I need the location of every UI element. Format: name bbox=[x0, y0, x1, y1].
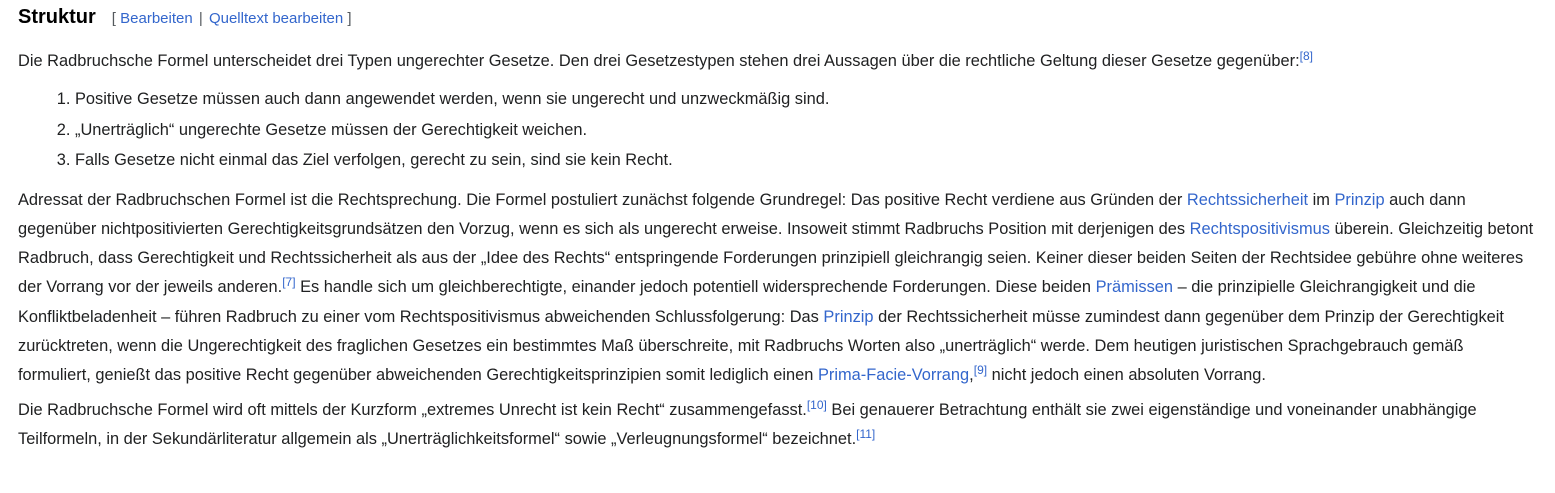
link-praemissen[interactable]: Prämissen bbox=[1095, 278, 1174, 297]
edit-source-link[interactable]: Quelltext bearbeiten bbox=[208, 10, 344, 27]
reference-9[interactable]: [9] bbox=[973, 363, 988, 378]
link-prinzip[interactable]: Prinzip bbox=[1334, 190, 1385, 209]
link-prinzip-2[interactable]: Prinzip bbox=[823, 307, 874, 326]
section-heading bbox=[18, 0, 1537, 36]
list-item: 3. Falls Gesetze nicht einmal das Ziel verfolgen, gerecht zu sein, sind sie kein Recht. bbox=[75, 145, 1537, 176]
section-title: Struktur bbox=[18, 6, 96, 28]
reference-7[interactable]: [7] bbox=[282, 275, 296, 290]
link-rechtspositivismus[interactable]: Rechtspositivismus bbox=[1189, 219, 1330, 238]
reference-8[interactable]: [8] bbox=[1299, 49, 1313, 63]
paragraph-intro: Die Radbruchsche Formel unterscheidet drei Typen ungerechter Gesetze. Den drei Gesetzestypen stehen drei Aussagen über die rechtliche Geltung dieser Gesetze gegenüber:[8] bbox=[18, 49, 1313, 70]
paragraph-summary: Die Radbruchsche Formel wird oft mittels der Kurzform „extremes Unrecht ist kein Recht“ zusammengefasst.[10] Bei genauerer Betrachtung enthält sie zwei eigenständige und voneinander unabhängige Teilformeln, in der Sekundärliteratur allgemein als „Unerträglichkeitsformel“ sowie „Verleugnungsformel“ bezeichnet.[11] bbox=[18, 397, 1477, 448]
paragraph-addressee: Adressat der Radbruchschen Formel ist die Rechtsprechung. Die Formel postuliert zunächst folgende Grundregel: Das positive Recht verdiene aus Gründen der Rechtssicherheit im Prinzip auch dann gegenüber nichtpositivierten Gerechtigkeitsgrundsätzen den Vorzug, wenn es sich als ungerecht erweise. Insoweit stimmt Radbruchs Position mit derjenigen des Rechtspositivismus überein. Gleichzeitig betont Radbruch, dass Gerechtigkeit und Rechtssicherheit als aus der „Idee des Rechts“ entspringende Forderungen prinzipiell gleichrangig seien. Keiner dieser beiden Seiten der Rechtsidee gebühre ohne weiteres der Vorrang vor der jeweils anderen.[7] Es handle sich um gleichberechtigte, einander jedoch potentiell widersprechende Forderungen. Diese beiden Prämissen – die prinzipielle Gleichrangigkeit und die Konfliktbeladenheit – führen Radbruch zu einer vom Rechtspositivismus abweichenden Schlussfolgerung: Das Prinzip der Rechtssicherheit müsse zumindest dann gegenüber dem Prinzip der Gerechtigkeit zurücktreten, wenn die Ungerechtigkeit des fraglichen Gesetzes ein bestimmtes Maß überschreite, mit Radbruchs Worten also „unerträglich“ werde. Dem heutigen juristischen Sprachgebrauch gemäß formuliert, genießt das positive Recht gegenüber abweichenden Gerechtigkeitsprinzipien somit lediglich einen Prima-Facie-Vorrang,[9] nicht jedoch einen absoluten Vorrang. bbox=[18, 190, 1534, 385]
reference-11[interactable]: [11] bbox=[856, 426, 876, 441]
list-item: 2. „Unerträglich“ ungerechte Gesetze müssen der Gerechtigkeit weichen. bbox=[75, 115, 1537, 146]
link-rechtssicherheit[interactable]: Rechtssicherheit bbox=[1186, 190, 1309, 209]
reference-10[interactable]: [10] bbox=[806, 397, 827, 412]
link-prima-facie-vorrang[interactable]: Prima-Facie-Vorrang bbox=[817, 366, 970, 385]
formula-list bbox=[18, 84, 1537, 176]
list-item: 1. Positive Gesetze müssen auch dann angewendet werden, wenn sie ungerecht und unzweckmäßig sind. bbox=[75, 84, 1537, 115]
edit-link[interactable]: Bearbeiten bbox=[120, 10, 193, 27]
edit-section-links: [ Bearbeiten | Quelltext bearbeiten ] bbox=[111, 10, 352, 27]
